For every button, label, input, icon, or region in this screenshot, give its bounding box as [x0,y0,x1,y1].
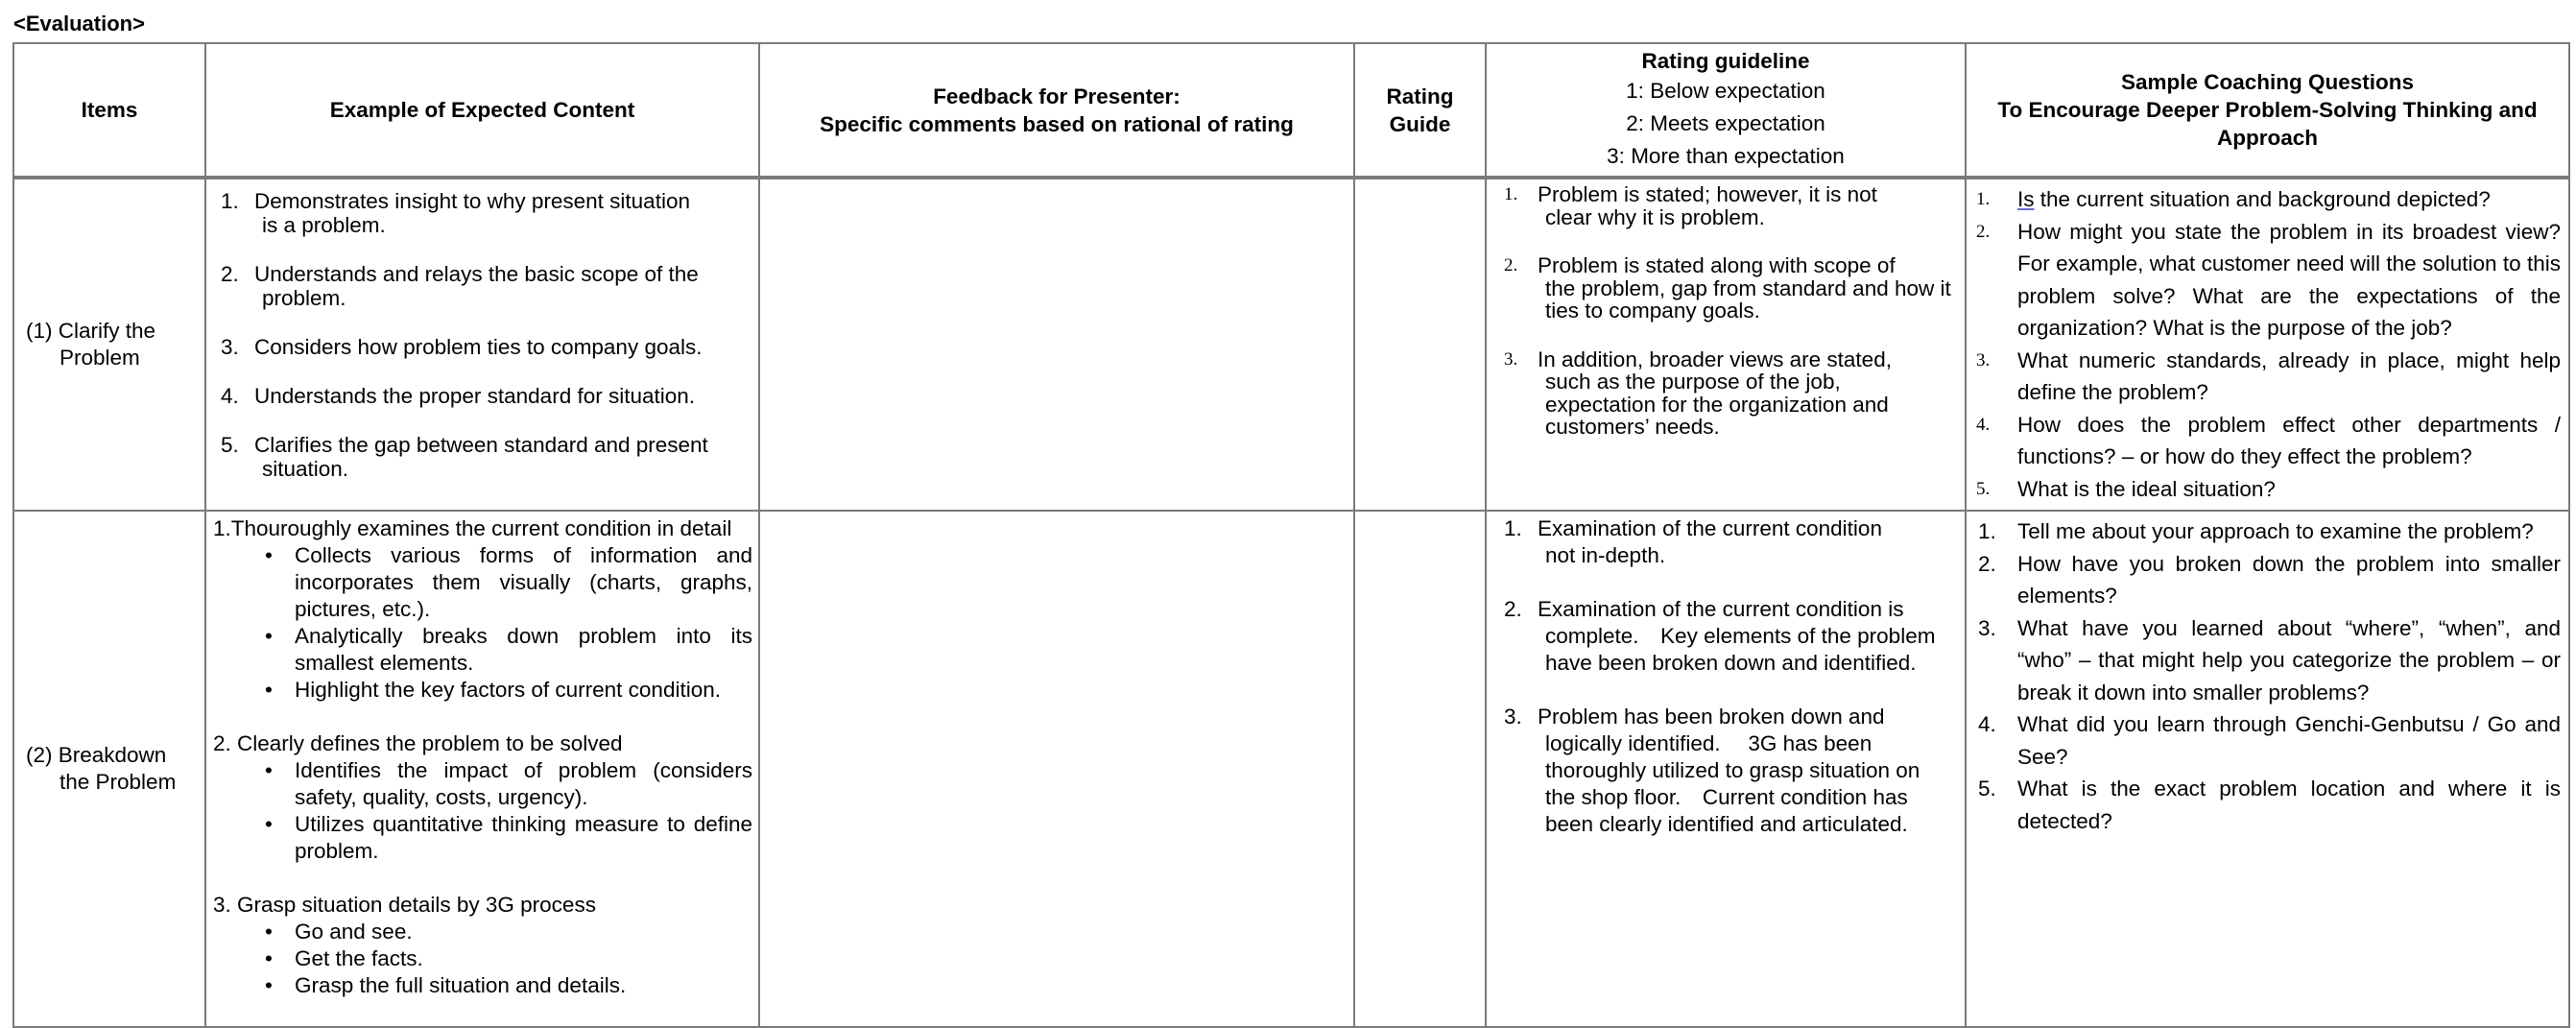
list-number: 4. [221,384,239,408]
list-text-cont: complete. Key elements of the problem have been broken down and identified. [1545,624,1936,675]
example-header: Example of Expected Content [205,43,759,178]
rating-header [1354,43,1486,178]
list-text: Problem is stated along with scope of [1538,253,1896,277]
example-cell [205,511,759,1027]
bullet-item: • Utilizes quantitative thinking measure to define problem. [213,811,752,865]
guideline-title: Rating guideline [1641,49,1810,73]
example-list [206,179,758,481]
list-item [1976,473,2561,506]
list-item [206,433,758,481]
list-number: 5. [221,433,239,457]
coaching-cell [1966,178,2569,511]
item-label-line1: (1) Clarify the [26,319,156,343]
list-item [1504,183,1951,228]
list-number: 5. [1978,777,1996,801]
list-text: What did you learn through Genchi-Genbutsu / Go and See? [2017,712,2561,769]
list-text: Tell me about your approach to examine the problem? [2017,519,2534,543]
bullet-item: • Identifies the impact of problem (considers safety, quality, costs, urgency). [213,757,752,811]
list-number: 1. [1976,189,1991,209]
list-text: Examination of the current condition [1538,516,1882,540]
list-text-cont: is a problem. [262,213,386,237]
list-item [1976,773,2561,837]
list-number: 5. [1976,478,1991,499]
list-number: 3. [1976,349,1991,371]
guideline-list [1487,512,1965,838]
list-text: What have you learned about “where”, “when”, and “who” – that might help you categorize the problem – or break it down into smaller problems? [2017,615,2561,705]
list-number: 3. [1504,348,1518,370]
feedback-cell[interactable] [759,178,1354,511]
list-item [1976,183,2561,216]
bullet-list [213,542,752,704]
example-group [213,515,752,704]
example-group-heading: 1.Thouroughly examines the current condition in detail [213,516,732,540]
list-item [1976,548,2561,612]
list-text-cont: clear why it is problem. [1545,204,1765,229]
list-item [1976,216,2561,345]
list-text: Examination of the current condition is [1538,597,1904,621]
list-number: 2. [1504,255,1518,275]
list-item [206,384,758,408]
rating-header-line2: Guide [1389,111,1451,136]
list-text: Considers how problem ties to company goals. [254,335,703,359]
list-number: 3. [1978,615,1996,640]
list-text: How does the problem effect other departments / functions? – or how do they effect the problem? [2017,412,2561,468]
list-item [1504,515,1951,569]
list-item [206,262,758,310]
guideline-level-2: 2: Meets expectation [1626,111,1825,135]
list-number: 1. [1504,184,1518,204]
list-text: the current situation and background depicted? [2034,187,2491,211]
item-cell [13,511,205,1027]
list-text: How might you state the problem in its broadest view? For example, what customer need will the solution to this problem solve? What are the expectations of the organization? What is the purpose of the job? [2017,219,2561,340]
list-number: 2. [1978,551,1996,576]
rating-cell[interactable] [1354,511,1486,1027]
list-number: 1. [1978,519,1996,543]
bullet-item: • Go and see. [213,919,752,945]
rating-header-line1: Rating [1386,84,1454,108]
example-groups [206,512,758,999]
list-number: 3. [221,335,239,359]
list-number: 1. [221,189,239,213]
bullet-list [213,919,752,999]
table-row [13,511,2569,1027]
coaching-list [1967,179,2568,505]
list-number: 1. [1504,516,1522,540]
list-text: What is the exact problem location and where it is detected? [2017,777,2561,833]
list-item [1976,345,2561,409]
list-text-cont: not in-depth. [1545,543,1666,567]
bullet-item: • Grasp the full situation and details. [213,972,752,999]
list-number: 4. [1978,712,1996,736]
example-group [213,892,752,999]
feedback-header-line1: Feedback for Presenter: [933,84,1181,108]
items-header: Items [13,43,205,178]
list-text: Clarifies the gap between standard and present [254,433,708,457]
list-item [1976,612,2561,709]
table-row [13,178,2569,511]
list-text: Problem is stated; however, it is not [1538,182,1877,206]
example-group-heading: 3. Grasp situation details by 3G process [213,893,596,917]
rating-cell[interactable] [1354,178,1486,511]
list-text: What numeric standards, already in place, might help define the problem? [2017,347,2561,404]
item-label-line2: Problem [60,346,140,370]
list-number: 4. [1976,414,1991,435]
feedback-header-line2: Specific comments based on rational of rating [820,111,1294,136]
guideline-cell [1486,511,1966,1027]
bullet-list [213,757,752,865]
list-item [1504,348,1951,439]
item-cell [13,178,205,511]
guideline-level-3: 3: More than expectation [1607,144,1845,168]
feedback-cell[interactable] [759,511,1354,1027]
coaching-header-line2: To Encourage Deeper Problem-Solving Thinking and Approach [1997,98,2538,150]
list-item [1976,708,2561,773]
guideline-level-1: 1: Below expectation [1626,79,1825,103]
list-item [1504,596,1951,677]
list-number: 2. [1504,597,1522,621]
list-text: Problem has been broken down and [1538,705,1885,729]
coaching-header-line1: Sample Coaching Questions [2120,70,2415,94]
item-label-line2: the Problem [60,770,177,794]
example-group [213,730,752,865]
list-item [1504,254,1951,323]
list-item [206,189,758,237]
coaching-list [1967,512,2568,837]
list-text: How have you broken down the problem into smaller elements? [2017,551,2561,608]
header-row [13,43,2569,178]
bullet-item: • Collects various forms of information and incorporates them visually (charts, graphs, pictures, etc.). [213,542,752,623]
list-text-cont: the problem, gap from standard and how it ties to company goals. [1545,275,1951,323]
list-text-lead: Is [2017,187,2035,211]
list-item [1504,704,1951,838]
feedback-header [759,43,1354,178]
list-item [1976,409,2561,473]
list-text: Understands and relays the basic scope of the [254,262,699,286]
list-text-cont: such as the purpose of the job, expectation for the organization and customers’ needs. [1545,370,1889,439]
coaching-header [1966,43,2569,178]
list-text: What is the ideal situation? [2017,476,2276,501]
evaluation-table [12,42,2570,1028]
coaching-cell [1966,511,2569,1027]
list-text-cont: problem. [262,286,346,310]
bullet-item: • Highlight the key factors of current condition. [213,677,752,704]
list-item [1976,515,2561,548]
list-text: In addition, broader views are stated, [1538,347,1892,371]
guideline-header [1486,43,1966,178]
example-cell [205,178,759,511]
section-title: <Evaluation> [13,12,145,36]
guideline-list [1487,179,1965,439]
list-text-cont: logically identified. 3G has been thoroughly utilized to grasp situation on the shop floor. Current condition has been clearly identified and articulated. [1545,731,1920,836]
list-text: Understands the proper standard for situation. [254,384,696,408]
bullet-item: • Get the facts. [213,945,752,972]
list-number: 3. [1504,705,1522,729]
list-number: 2. [1976,221,1991,242]
list-text: Demonstrates insight to why present situation [254,189,690,213]
list-text-cont: situation. [262,457,349,481]
list-item [206,335,758,359]
bullet-item: • Analytically breaks down problem into its smallest elements. [213,623,752,677]
example-group-heading: 2. Clearly defines the problem to be solved [213,731,623,755]
item-label-line1: (2) Breakdown [26,743,167,767]
list-number: 2. [221,262,239,286]
guideline-cell [1486,178,1966,511]
